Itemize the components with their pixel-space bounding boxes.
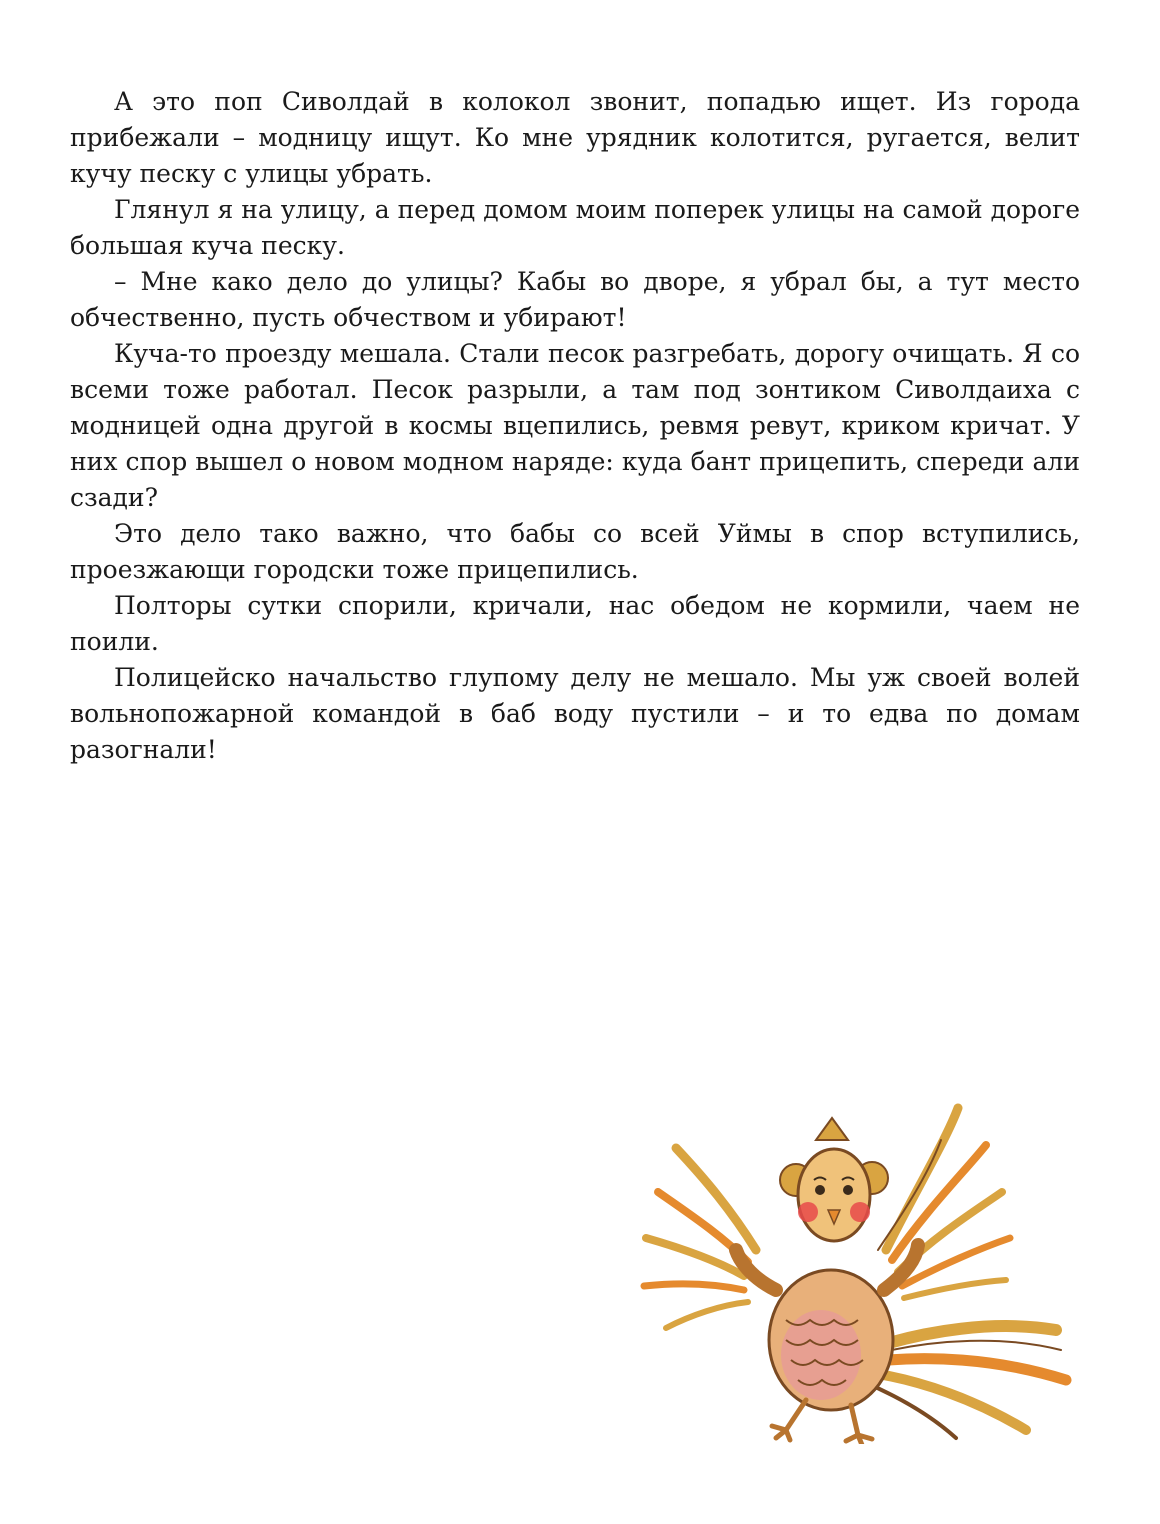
firebird-illustration: [636, 1100, 1080, 1444]
left-cheek-icon: [798, 1202, 818, 1222]
paragraph-5: Это дело тако важно, что бабы со всей Уймы в спор вступились, проезжающи городски тоже прицепились.: [70, 519, 1080, 584]
right-cheek-icon: [850, 1202, 870, 1222]
paragraph-3: – Мне како дело до улицы? Кабы во дворе, я убрал бы, а тут место обчественно, пусть обчеством и убирают!: [70, 267, 1080, 332]
paragraph-6: Полторы сутки спорили, кричали, нас обедом не кормили, чаем не поили.: [70, 591, 1080, 656]
left-wing: [644, 1148, 756, 1328]
bird-head: [780, 1118, 888, 1241]
paragraph-4: Куча-то проезду мешала. Стали песок разгребать, дорогу очищать. Я со всеми тоже работал. Песок разрыли, а там под зонтиком Сиволдаиха с модницей одна другой в космы вцепились, ревмя ревут, криком кричат. У них спор вышел о новом модном наряде: куда бант прицепить, спереди али сзади?: [70, 339, 1080, 512]
story-text: [70, 84, 1080, 768]
paragraph-2: Глянул я на улицу, а перед домом моим поперек улицы на самой дороге большая куча песку.: [70, 195, 1080, 260]
paragraph-1: А это поп Сиволдай в колокол звонит, попадью ищет. Из города прибежали – модницу ищут. Ко мне урядник колотится, ругается, велит кучу песку с улицы убрать.: [70, 87, 1080, 188]
paragraph-7: Полицейско начальство глупому делу не мешало. Мы уж своей волей вольнопожарной командой в баб воду пустили – и то едва по домам разогнали!: [70, 663, 1080, 764]
